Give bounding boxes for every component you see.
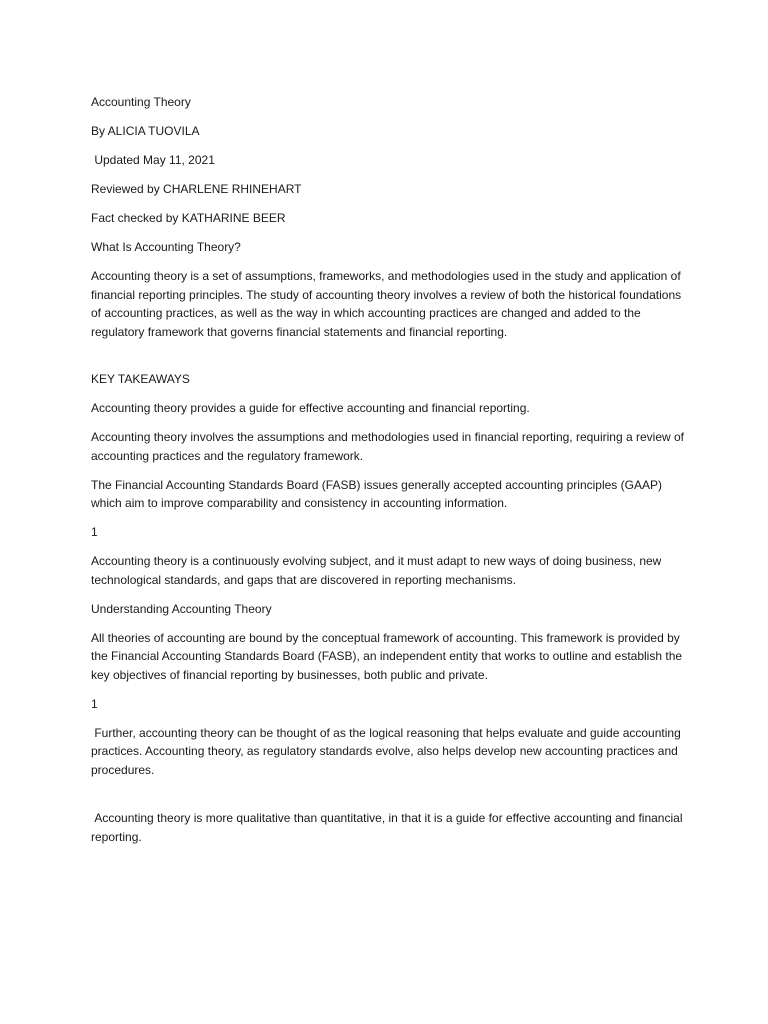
- document-page: [91, 93, 691, 857]
- intro-paragraph: Accounting theory is a set of assumptions, frameworks, and methodologies used in the study and application of financial reporting principles. The study of accounting theory involves a review of both the historical foundations of accounting practices, as well as the way in which accounting practices are changed and added to the regulatory framework that governs financial statements and financial reporting.: [91, 269, 685, 339]
- fact-checker-line: Fact checked by KATHARINE BEER: [91, 211, 286, 225]
- body-paragraph: Further, accounting theory can be thought of as the logical reasoning that helps evaluate and guide accounting practices. Accounting theory, as regulatory standards evolve, also helps develop new accounting practices and procedures.: [91, 725, 685, 777]
- reviewer-line: Reviewed by CHARLENE RHINEHART: [91, 182, 302, 196]
- section-heading-what-is: What Is Accounting Theory?: [91, 240, 241, 254]
- key-takeaways-heading: KEY TAKEAWAYS: [91, 372, 190, 386]
- takeaway-item: Accounting theory involves the assumptions and methodologies used in financial reporting, requiring a review of accounting practices and the regulatory framework.: [91, 430, 688, 463]
- footnote-marker: 1: [91, 525, 98, 539]
- takeaway-item: The Financial Accounting Standards Board (FASB) issues generally accepted accounting principles (GAAP) which aim to improve comparability and consistency in accounting information.: [91, 477, 666, 510]
- section-heading-understanding: Understanding Accounting Theory: [91, 601, 272, 616]
- body-paragraph: All theories of accounting are bound by the conceptual framework of accounting. This framework is provided by the Financial Accounting Standards Board (FASB), an independent entity that works to outline and establish the key objectives of financial reporting by businesses, both public and private.: [91, 630, 686, 682]
- updated-date: Updated May 11, 2021: [91, 153, 215, 167]
- takeaway-item: Accounting theory provides a guide for effective accounting and financial reporting.: [91, 401, 530, 415]
- footnote-marker: 1: [91, 696, 98, 711]
- takeaway-item: Accounting theory is a continuously evolving subject, and it must adapt to new ways of doing business, new technological standards, and gaps that are discovered in reporting mechanisms.: [91, 554, 665, 587]
- author-byline: By ALICIA TUOVILA: [91, 124, 200, 138]
- body-paragraph: Accounting theory is more qualitative than quantitative, in that it is a guide for effective accounting and financial reporting.: [91, 811, 686, 844]
- document-title: Accounting Theory: [91, 95, 191, 109]
